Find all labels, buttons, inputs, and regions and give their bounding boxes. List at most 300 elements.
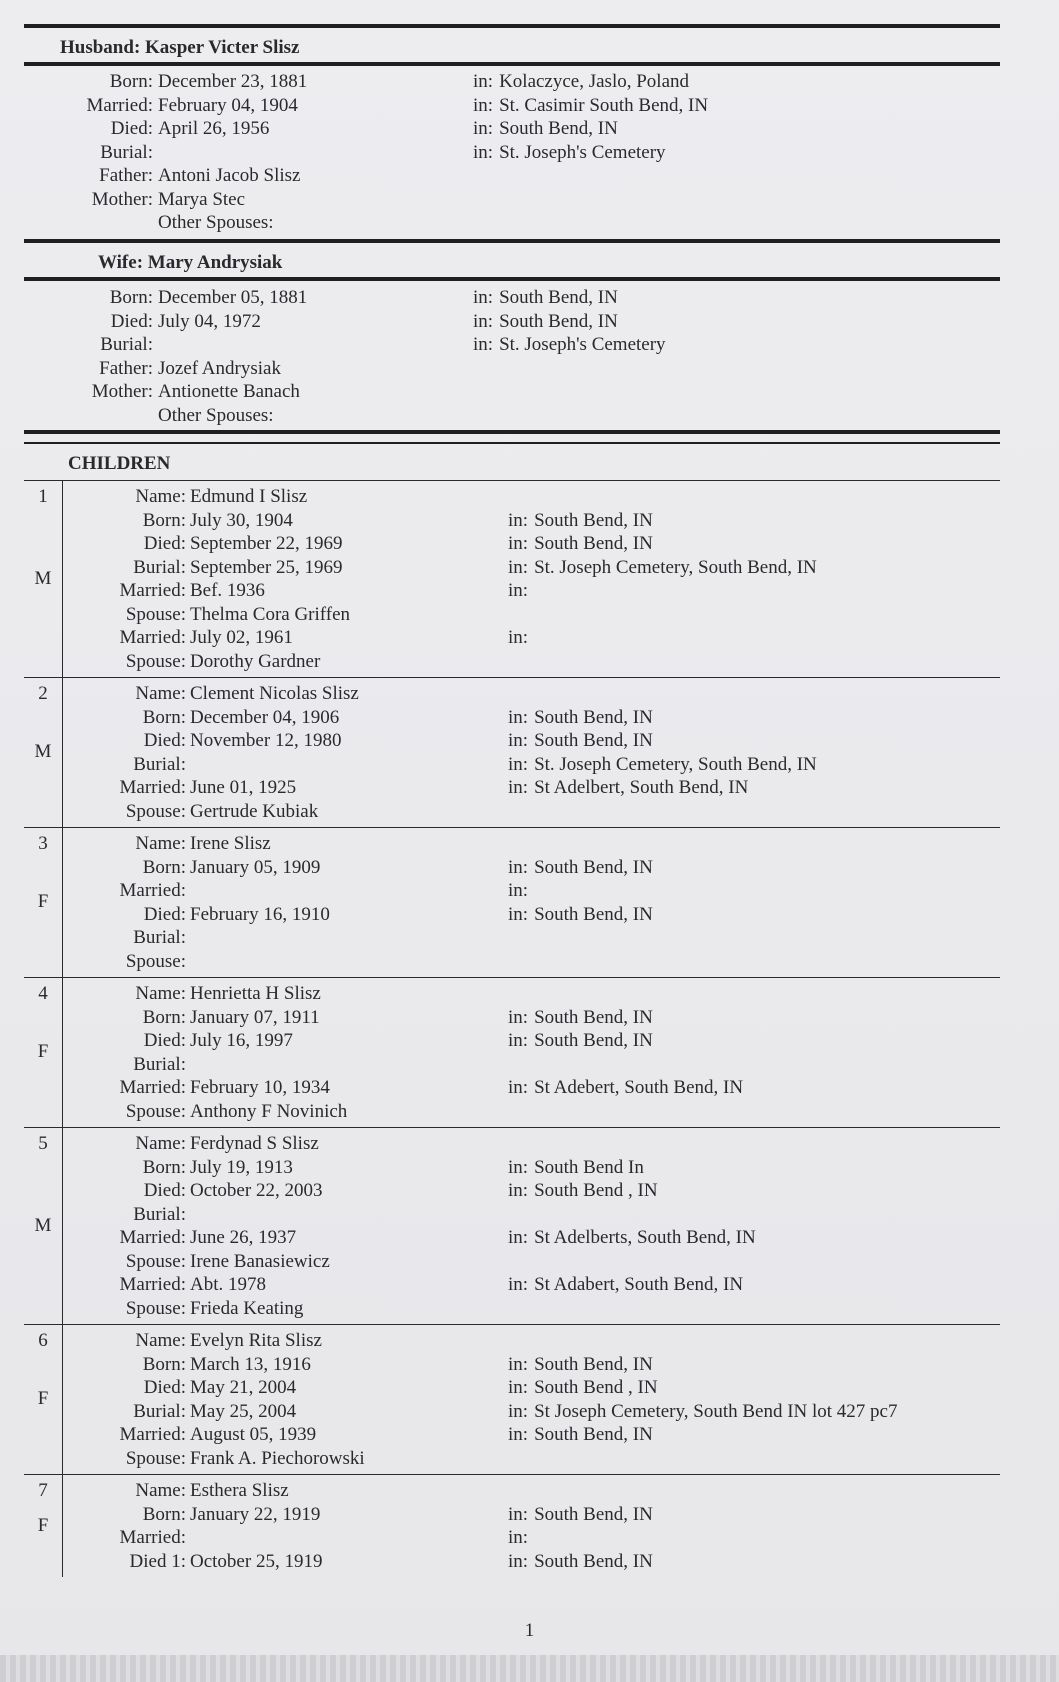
field-label: Name: <box>135 983 186 1004</box>
field-label: Father: <box>99 357 153 379</box>
field-place <box>508 509 653 533</box>
child-row <box>24 903 1000 927</box>
child-rows <box>24 678 1000 827</box>
field-value: December 04, 1906 <box>190 706 340 728</box>
place-value: St Joseph Cemetery, South Bend IN lot 427 pc7 <box>534 1400 898 1422</box>
field-label: Burial: <box>133 927 186 948</box>
child-row <box>24 1376 1000 1400</box>
field-place <box>508 1179 658 1203</box>
field-value: July 30, 1904 <box>190 509 293 531</box>
in-label: in: <box>508 1353 529 1375</box>
field-value: July 19, 1913 <box>190 1156 293 1178</box>
field-value: Evelyn Rita Slisz <box>190 1330 322 1351</box>
field-value: Dorothy Gardner <box>190 650 321 672</box>
place-value: South Bend, IN <box>499 118 618 139</box>
field-place <box>508 1226 756 1250</box>
wife-row <box>0 310 1059 334</box>
child-row <box>24 1156 1000 1180</box>
child-row <box>24 682 1000 706</box>
child-row <box>24 1447 1000 1471</box>
field-label: Died: <box>110 118 153 139</box>
wife-details <box>0 286 1059 427</box>
child-row <box>24 1526 1000 1550</box>
child-number: 7 <box>38 1480 48 1501</box>
husband-row <box>0 211 1059 235</box>
child-number: 2 <box>38 683 48 704</box>
child-row <box>24 1400 1000 1424</box>
field-label: Burial: <box>133 753 186 775</box>
in-label: in: <box>473 334 494 355</box>
field-label: Mother: <box>91 188 153 210</box>
child-row <box>24 1329 1000 1353</box>
field-place <box>508 1376 658 1400</box>
in-label: in: <box>508 880 529 901</box>
field-place <box>473 333 666 357</box>
field-label: Married: <box>119 777 186 798</box>
child-row <box>24 1100 1000 1124</box>
place-value: South Bend, IN <box>534 1006 653 1028</box>
wife-name: Mary Andrysiak <box>147 252 283 273</box>
child-sex: F <box>37 891 49 912</box>
field-value: Marya Stec <box>158 188 246 210</box>
field-value: July 02, 1961 <box>190 627 293 648</box>
in-label: in: <box>508 1550 529 1572</box>
place-value: South Bend , IN <box>534 1180 658 1201</box>
place-value: South Bend, IN <box>534 1424 653 1445</box>
field-value: January 22, 1919 <box>190 1503 321 1525</box>
child-row <box>24 982 1000 1006</box>
field-value: July 16, 1997 <box>190 1030 293 1051</box>
field-label: Died: <box>143 903 186 925</box>
wife-row <box>0 333 1059 357</box>
wife-row <box>0 357 1059 381</box>
child-row <box>24 1076 1000 1100</box>
field-label: Burial: <box>100 141 153 163</box>
field-place <box>508 706 653 730</box>
place-value: South Bend, IN <box>499 287 618 308</box>
field-value: May 21, 2004 <box>190 1377 297 1398</box>
field-label: Born: <box>109 287 153 308</box>
place-value: South Bend, IN <box>534 1030 653 1051</box>
field-label: Born: <box>142 1006 186 1028</box>
place-value: Kolaczyce, Jaslo, Poland <box>499 71 690 92</box>
field-label: Born: <box>142 509 186 531</box>
field-place <box>473 286 618 310</box>
child-row <box>24 950 1000 974</box>
wife-header-label: Wife: <box>98 252 144 273</box>
field-value: February 04, 1904 <box>158 94 298 116</box>
child-row <box>24 509 1000 533</box>
place-value: St. Casimir South Bend, IN <box>499 94 709 116</box>
place-value: St Adebert, South Bend, IN <box>534 1077 744 1098</box>
child-row <box>24 1550 1000 1574</box>
field-value: November 12, 1980 <box>190 730 342 751</box>
field-label: Married: <box>119 1077 186 1098</box>
field-label: Spouse: <box>125 1297 186 1319</box>
in-label: in: <box>508 706 529 728</box>
husband-row <box>0 70 1059 94</box>
field-label: Spouse: <box>125 1250 186 1272</box>
child-sex: F <box>37 1041 49 1062</box>
field-value: Thelma Cora Griffen <box>190 603 351 625</box>
child-row <box>24 879 1000 903</box>
field-value: October 22, 2003 <box>190 1180 323 1201</box>
child-row <box>24 1053 1000 1077</box>
in-label: in: <box>508 509 529 531</box>
field-value: October 25, 1919 <box>190 1550 323 1572</box>
field-place <box>508 1006 653 1030</box>
field-place <box>508 1503 653 1527</box>
child-row <box>24 856 1000 880</box>
field-place <box>473 310 618 334</box>
field-place <box>508 1400 898 1424</box>
in-label: in: <box>508 1006 529 1028</box>
place-value: South Bend, IN <box>534 509 653 531</box>
child-sex: F <box>37 1514 49 1536</box>
in-label: in: <box>508 1400 529 1422</box>
child-row <box>24 1423 1000 1447</box>
child-sex: M <box>34 1214 52 1236</box>
field-place <box>508 1550 653 1574</box>
husband-rule <box>24 62 1000 66</box>
in-label: in: <box>508 627 529 648</box>
field-label: Died: <box>143 1377 186 1398</box>
child-sex: M <box>34 567 52 589</box>
wife-row <box>0 286 1059 310</box>
child-entry <box>24 677 1000 827</box>
child-entry <box>24 1324 1000 1474</box>
wife-header <box>98 252 282 274</box>
field-label: Died: <box>143 533 186 554</box>
field-place <box>508 879 534 903</box>
field-label: Born: <box>142 856 186 878</box>
field-label: Spouse: <box>125 800 186 822</box>
field-value: Clement Nicolas Slisz <box>190 683 359 704</box>
husband-details <box>0 70 1059 235</box>
field-label: Spouse: <box>125 1447 186 1469</box>
child-rows <box>24 1475 1000 1577</box>
field-label: Married: <box>119 627 186 648</box>
field-value: Bef. 1936 <box>190 580 265 601</box>
child-row <box>24 650 1000 674</box>
field-label: Father: <box>99 165 153 186</box>
place-value: St Adelbert, South Bend, IN <box>534 777 749 798</box>
field-label: Name: <box>135 833 186 854</box>
field-label: Died: <box>143 1180 186 1201</box>
field-place <box>508 753 817 777</box>
in-label: in: <box>508 856 529 878</box>
field-label: Born: <box>142 1353 186 1375</box>
in-label: in: <box>473 94 494 116</box>
wife-rule <box>24 277 1000 281</box>
child-sex: M <box>34 741 52 762</box>
place-value: South Bend, IN <box>499 310 618 332</box>
field-value: Irene Banasiewicz <box>190 1250 330 1272</box>
place-value: South Bend In <box>534 1156 644 1178</box>
field-label: Married: <box>119 580 186 601</box>
place-value: St Adelberts, South Bend, IN <box>534 1227 756 1248</box>
child-row <box>24 1297 1000 1321</box>
field-value: Antionette Banach <box>158 381 300 402</box>
child-number: 6 <box>38 1330 48 1351</box>
field-label: Burial: <box>133 1053 186 1075</box>
field-label: Spouse: <box>125 1100 186 1122</box>
field-place <box>508 1156 644 1180</box>
top-rule <box>24 24 1000 28</box>
field-value: June 01, 1925 <box>190 777 297 798</box>
in-label: in: <box>508 777 529 798</box>
child-row <box>24 603 1000 627</box>
field-label: Married: <box>119 1227 186 1248</box>
field-place <box>508 729 653 753</box>
child-row <box>24 800 1000 824</box>
place-value: South Bend, IN <box>534 533 653 554</box>
child-row <box>24 1353 1000 1377</box>
field-label: Burial: <box>133 556 186 578</box>
field-value: Abt. 1978 <box>190 1274 266 1295</box>
field-place <box>508 1273 743 1297</box>
scan-edge <box>0 1655 1059 1682</box>
field-label: Burial: <box>133 1203 186 1225</box>
place-value: South Bend, IN <box>534 1550 653 1572</box>
place-value: South Bend, IN <box>534 1503 653 1525</box>
field-place <box>473 117 618 141</box>
field-label: Born: <box>142 1156 186 1178</box>
in-label: in: <box>473 141 494 163</box>
child-rows <box>24 1128 1000 1324</box>
husband-header-label: Husband: <box>60 37 141 58</box>
field-label: Name: <box>135 486 186 507</box>
child-row <box>24 1179 1000 1203</box>
place-value: St Adabert, South Bend, IN <box>534 1274 744 1295</box>
field-value: September 25, 1969 <box>190 556 343 578</box>
child-row <box>24 1029 1000 1053</box>
field-value: January 05, 1909 <box>190 856 321 878</box>
field-label: Born: <box>109 71 153 92</box>
field-value: April 26, 1956 <box>158 118 270 139</box>
field-label: Died: <box>143 1030 186 1051</box>
wife-row <box>0 380 1059 404</box>
field-value: August 05, 1939 <box>190 1424 317 1445</box>
field-label: Married: <box>86 94 153 116</box>
field-label: Born: <box>142 706 186 728</box>
field-label: Name: <box>135 1480 186 1501</box>
in-label: in: <box>508 1503 529 1525</box>
field-value: February 16, 1910 <box>190 903 330 925</box>
child-row <box>24 1250 1000 1274</box>
in-label: in: <box>508 556 529 578</box>
child-row <box>24 1132 1000 1156</box>
field-label: Spouse: <box>125 603 186 625</box>
husband-row <box>0 117 1059 141</box>
in-label: in: <box>508 1077 529 1098</box>
field-label: Died: <box>110 310 153 332</box>
field-value: Henrietta H Slisz <box>190 983 321 1004</box>
field-value: July 04, 1972 <box>158 310 261 332</box>
husband-row <box>0 164 1059 188</box>
children-top-rule <box>24 430 1000 434</box>
in-label: in: <box>508 1527 529 1548</box>
place-value: South Bend, IN <box>534 856 653 878</box>
field-value: Other Spouses: <box>158 212 274 233</box>
child-row <box>24 832 1000 856</box>
child-rows <box>24 481 1000 677</box>
child-entry <box>24 977 1000 1127</box>
in-label: in: <box>508 753 529 775</box>
field-value: Ferdynad S Slisz <box>190 1133 319 1154</box>
place-value: South Bend, IN <box>534 706 653 728</box>
field-place <box>508 903 653 927</box>
field-place <box>508 1076 743 1100</box>
field-value: Edmund I Slisz <box>190 486 308 507</box>
in-label: in: <box>508 1180 529 1201</box>
child-row <box>24 556 1000 580</box>
child-number: 5 <box>38 1133 48 1154</box>
child-row <box>24 1203 1000 1227</box>
children-list <box>24 480 1000 1577</box>
field-label: Died 1: <box>129 1550 186 1572</box>
field-value: Gertrude Kubiak <box>190 800 319 822</box>
husband-header <box>60 37 299 59</box>
child-row <box>24 1006 1000 1030</box>
field-label: Married: <box>119 1527 186 1548</box>
field-value: Frank A. Piechorowski <box>190 1447 365 1469</box>
field-place <box>508 1526 534 1550</box>
place-value: St. Joseph's Cemetery <box>499 141 666 163</box>
field-place <box>508 1353 653 1377</box>
field-label: Married: <box>119 1424 186 1445</box>
field-place <box>508 626 534 650</box>
field-value: Antoni Jacob Slisz <box>158 165 301 186</box>
husband-name: Kasper Victer Slisz <box>145 37 300 58</box>
field-value: Jozef Andrysiak <box>158 357 281 379</box>
child-row <box>24 926 1000 950</box>
field-place <box>508 776 748 800</box>
in-label: in: <box>473 310 494 332</box>
field-label: Name: <box>135 1330 186 1351</box>
page-number: 1 <box>524 1620 535 1641</box>
child-entry <box>24 480 1000 677</box>
child-entry <box>24 827 1000 977</box>
in-label: in: <box>508 903 529 925</box>
in-label: in: <box>508 1377 529 1398</box>
husband-row <box>0 94 1059 118</box>
in-label: in: <box>508 1424 529 1445</box>
children-title: CHILDREN <box>68 453 171 474</box>
place-value: St. Joseph's Cemetery <box>499 334 666 355</box>
field-label: Spouse: <box>125 950 186 972</box>
child-row <box>24 485 1000 509</box>
child-row <box>24 753 1000 777</box>
field-place <box>473 94 708 118</box>
field-value: March 13, 1916 <box>190 1353 311 1375</box>
child-row <box>24 1479 1000 1503</box>
child-number: 4 <box>38 983 48 1004</box>
place-value: South Bend , IN <box>534 1377 658 1398</box>
child-row <box>24 729 1000 753</box>
field-label: Died: <box>143 730 186 751</box>
field-place <box>473 141 666 165</box>
field-label: Burial: <box>133 1400 186 1422</box>
field-value: Irene Slisz <box>190 833 271 854</box>
place-value: South Bend, IN <box>534 1353 653 1375</box>
children-top-thin-rule <box>24 442 1000 444</box>
child-rows <box>24 978 1000 1127</box>
child-sex: F <box>37 1388 49 1409</box>
field-label: Name: <box>135 683 186 704</box>
in-label: in: <box>473 287 494 308</box>
in-label: in: <box>508 580 529 601</box>
child-row <box>24 532 1000 556</box>
field-label: Married: <box>119 1274 186 1295</box>
field-place <box>508 579 534 603</box>
child-row <box>24 1226 1000 1250</box>
field-place <box>473 70 689 94</box>
field-label: Spouse: <box>125 650 186 672</box>
wife-top-rule <box>24 239 1000 243</box>
wife-row <box>0 404 1059 428</box>
husband-row <box>0 141 1059 165</box>
field-value: February 10, 1934 <box>190 1077 330 1098</box>
place-value: St. Joseph Cemetery, South Bend, IN <box>534 753 817 775</box>
field-place <box>508 856 653 880</box>
child-row <box>24 626 1000 650</box>
in-label: in: <box>508 730 529 751</box>
field-label: Married: <box>119 880 186 901</box>
child-number: 1 <box>38 486 48 507</box>
place-value: South Bend, IN <box>534 903 653 925</box>
child-number: 3 <box>38 833 48 854</box>
field-value: Other Spouses: <box>158 404 274 426</box>
in-label: in: <box>508 1030 529 1051</box>
child-entry <box>24 1127 1000 1324</box>
field-place <box>508 556 817 580</box>
in-label: in: <box>508 1227 529 1248</box>
field-value: Esthera Slisz <box>190 1480 289 1501</box>
field-place <box>508 1029 653 1053</box>
child-row <box>24 1503 1000 1527</box>
in-label: in: <box>508 1156 529 1178</box>
place-value: St. Joseph Cemetery, South Bend, IN <box>534 556 817 578</box>
field-place <box>508 1423 653 1447</box>
place-value: South Bend, IN <box>534 730 653 751</box>
child-rows <box>24 1325 1000 1474</box>
field-label: Born: <box>142 1503 186 1525</box>
field-value: Frieda Keating <box>190 1297 304 1319</box>
field-value: December 23, 1881 <box>158 71 308 92</box>
in-label: in: <box>508 533 529 554</box>
in-label: in: <box>473 118 494 139</box>
field-value: Anthony F Novinich <box>190 1100 348 1122</box>
field-value: May 25, 2004 <box>190 1400 297 1422</box>
field-value: January 07, 1911 <box>190 1006 320 1028</box>
in-label: in: <box>473 71 494 92</box>
child-row <box>24 776 1000 800</box>
child-row <box>24 706 1000 730</box>
child-rows <box>24 828 1000 977</box>
field-value: June 26, 1937 <box>190 1227 297 1248</box>
child-row <box>24 1273 1000 1297</box>
field-value: September 22, 1969 <box>190 533 343 554</box>
field-label: Name: <box>135 1133 186 1154</box>
field-label: Burial: <box>100 334 153 355</box>
child-row <box>24 579 1000 603</box>
field-label: Mother: <box>91 381 153 402</box>
husband-row <box>0 188 1059 212</box>
field-value: December 05, 1881 <box>158 287 308 308</box>
in-label: in: <box>508 1274 529 1295</box>
field-place <box>508 532 653 556</box>
